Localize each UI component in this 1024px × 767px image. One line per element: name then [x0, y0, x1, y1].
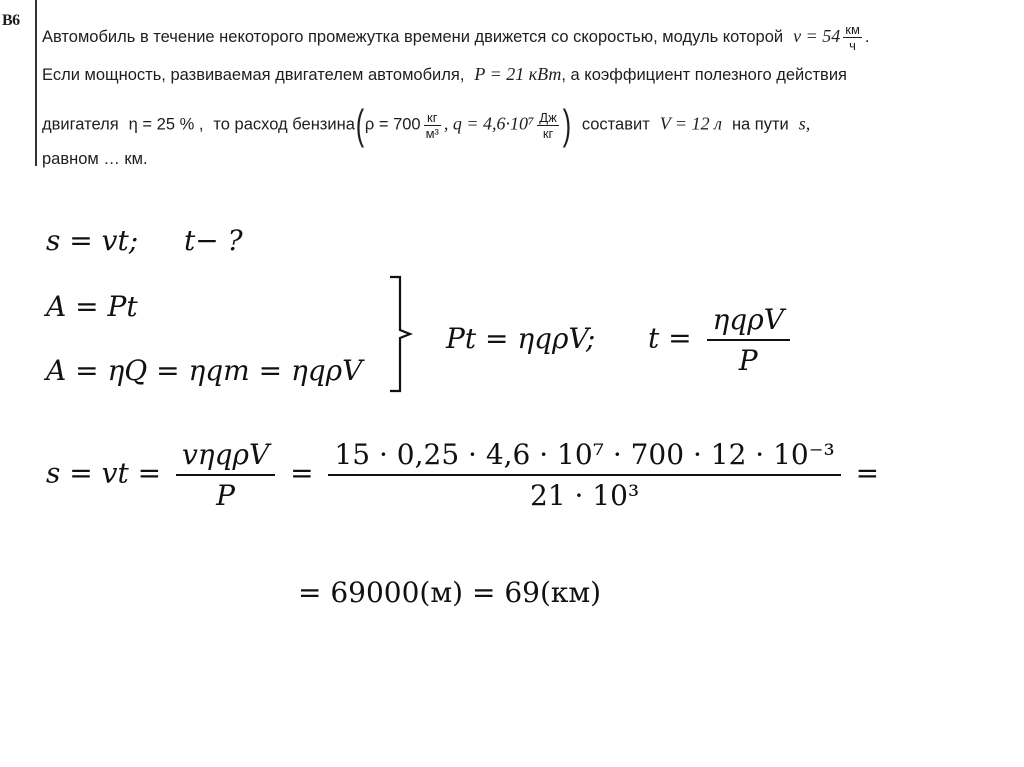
numeric-fraction-num: 15 · 0,25 · 4,6 · 10⁷ · 700 · 12 · 10⁻³	[328, 438, 840, 476]
time-formula	[648, 303, 796, 377]
distance-lhs: s = vt =	[46, 456, 162, 490]
density-unit-den: м³	[425, 125, 439, 141]
problem-line-3-text4: на пути	[731, 115, 789, 134]
problem-label: В6	[2, 12, 20, 29]
right-brace-icon	[388, 274, 418, 394]
right-paren: )	[562, 101, 572, 148]
speed-unit-den: ч	[849, 38, 856, 53]
density-value: ρ = 700	[364, 115, 421, 134]
problem-line-3-text2: то расход бензина	[213, 115, 355, 134]
problem-line-4: равном … км.	[42, 150, 148, 168]
final-result: = 69000(м) = 69(км)	[298, 576, 602, 609]
distance-calculation	[46, 438, 879, 512]
time-lhs: t =	[648, 321, 692, 355]
problem-line-1	[42, 22, 869, 53]
heat-value: , q = 4,6·10⁷	[443, 113, 535, 134]
speed-unit	[843, 22, 862, 53]
speed-unit-num: км	[845, 22, 860, 37]
numeric-fraction-den: 21 · 10³	[530, 479, 640, 512]
time-fraction-den: P	[738, 344, 758, 377]
volume-value: V = 12 л	[659, 113, 722, 134]
heat-unit	[537, 110, 559, 141]
solution-line-1	[46, 224, 243, 257]
density-unit-num: кг	[424, 110, 441, 126]
distance-formula: s = vt;	[46, 224, 139, 257]
distance-fraction-num: vηqρV	[176, 438, 275, 476]
distance-fraction	[176, 438, 275, 512]
margin-rule	[35, 0, 37, 166]
problem-block	[0, 0, 1024, 168]
problem-line-3-text: двигателя	[42, 115, 119, 134]
problem-line-1-end: .	[864, 27, 870, 46]
problem-line-2-text: Если мощность, развиваемая двигателем автомобиля,	[42, 66, 465, 84]
heat-unit-num: Дж	[539, 109, 557, 125]
combined-equation: Pt = ηqρV;	[446, 322, 596, 355]
equals-sign-tail: =	[855, 456, 880, 490]
efficiency-value: η = 25 % ,	[128, 115, 204, 134]
distance-fraction-den: P	[216, 479, 235, 512]
problem-line-3-text3: составит	[581, 115, 650, 134]
time-fraction-num: ηqρV	[707, 303, 790, 341]
density-unit	[424, 110, 441, 141]
heat-unit-den: кг	[542, 125, 554, 141]
distance-symbol: s,	[798, 113, 811, 134]
power-value: P = 21 кВт	[474, 64, 562, 84]
numeric-fraction	[328, 438, 840, 512]
problem-line-2-text2: , а коэффициент полезного действия	[561, 66, 847, 84]
unknown-time: t− ?	[183, 224, 243, 257]
left-paren: (	[355, 101, 365, 148]
equals-sign: =	[290, 456, 314, 490]
problem-line-1-text: Автомобиль в течение некоторого промежутка времени движется со скоростью, модуль которой	[42, 27, 784, 46]
problem-line-3	[42, 101, 811, 148]
work-heat-formula: A = ηQ = ηqm = ηqρV	[46, 354, 363, 387]
speed-value: v = 54	[793, 25, 841, 46]
time-fraction	[707, 303, 790, 377]
work-power-formula: A = Pt	[46, 290, 138, 323]
problem-line-2	[42, 64, 847, 85]
